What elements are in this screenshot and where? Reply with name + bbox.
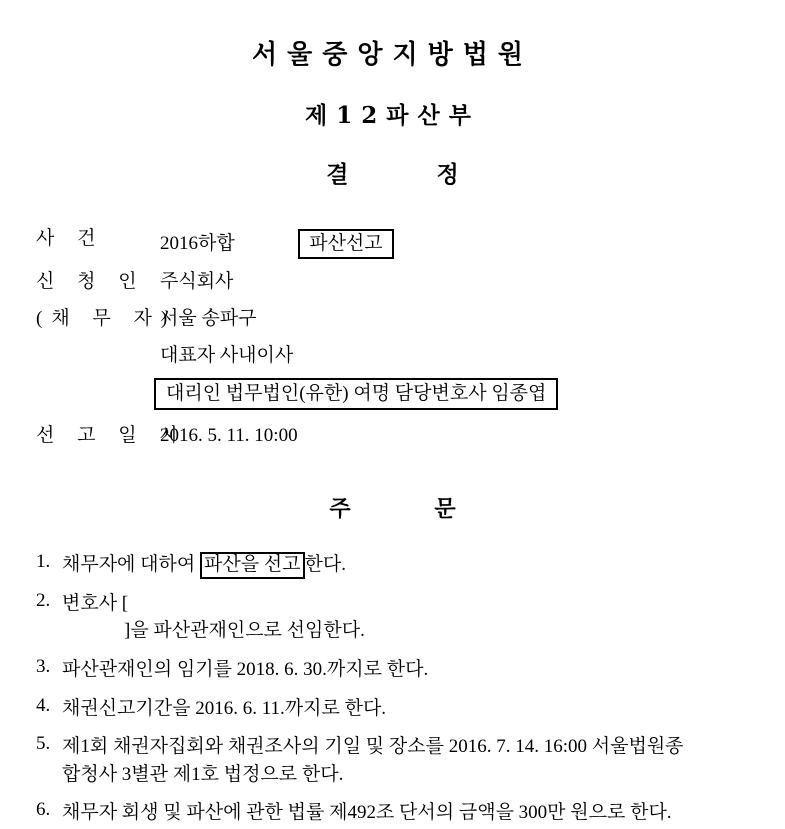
order-item <box>36 733 749 788</box>
order-text-pre: 제1회 채권자집회와 채권조사의 기일 및 장소를 2016. 7. 14. 16:00 서울법원종 <box>62 736 684 758</box>
order-text-second-line: ]을 파산관재인으로 선임한다. <box>124 620 365 642</box>
debtor-label: (채 무 자) <box>36 308 177 329</box>
court-title: 서울중앙지방법원 <box>252 40 533 70</box>
order-text: 채권신고기간을 2016. 6. 11.까지로 한다. <box>62 697 387 719</box>
declaration-datetime-row <box>36 426 749 450</box>
order-text: 파산관재인의 임기를 2018. 6. 30.까지로 한다. <box>62 659 429 681</box>
applicant-label: 신 청 인 <box>36 271 146 292</box>
declaration-datetime-label: 선 고 일 시 <box>36 425 187 446</box>
case-number-row <box>36 229 749 259</box>
declaration-datetime-value: 2016. 5. 11. 10:00 <box>160 425 298 446</box>
order-text-pre: 채무자에 대하여 <box>62 554 200 575</box>
order-heading: 주 문 <box>329 496 494 522</box>
order-text <box>62 733 749 788</box>
order-item <box>36 695 749 723</box>
document-page <box>0 34 785 829</box>
representative-line: 대표자 사내이사 <box>160 345 294 366</box>
order-number: 2. <box>36 589 51 611</box>
order-text <box>62 551 749 579</box>
department-title: 제12파산부 <box>305 102 480 129</box>
order-text: 채무자 회생 및 파산에 관한 법률 제492조 단서의 금액을 300만 원으로 한다. <box>62 802 672 824</box>
declare-bankruptcy-box: 파산을 선고 <box>200 552 305 579</box>
case-number-text: 2016하합 <box>160 233 235 254</box>
bankruptcy-declaration-box: 파산선고 <box>298 229 393 259</box>
order-text <box>62 590 749 645</box>
case-number-label: 사 건 <box>36 228 105 249</box>
order-text-pre: 변호사 [ <box>62 592 129 614</box>
order-item <box>36 799 749 827</box>
debtor-row <box>36 309 749 333</box>
order-item <box>36 551 749 579</box>
attorney-box: 대리인 법무법인(유한) 여명 담당변호사 임종엽 <box>154 378 558 410</box>
order-number: 6. <box>36 799 51 821</box>
applicant-value: 주식회사 <box>160 271 234 292</box>
attorney-row <box>154 378 749 410</box>
order-text-post: 한다. <box>304 554 346 575</box>
case-info-block <box>36 229 749 450</box>
debtor-address-value: 서울 송파구 <box>160 308 257 329</box>
order-number: 3. <box>36 656 51 678</box>
order-list <box>36 551 749 827</box>
order-item <box>36 656 749 684</box>
order-number: 5. <box>36 733 51 755</box>
order-item <box>36 590 749 645</box>
applicant-row <box>36 272 749 296</box>
order-number: 4. <box>36 694 51 716</box>
order-text-second-line: 합청사 3별관 제1호 법정으로 한다. <box>62 763 344 785</box>
case-number-value <box>160 229 749 259</box>
order-number: 1. <box>36 551 51 572</box>
document-type-heading: 결 정 <box>326 161 499 188</box>
